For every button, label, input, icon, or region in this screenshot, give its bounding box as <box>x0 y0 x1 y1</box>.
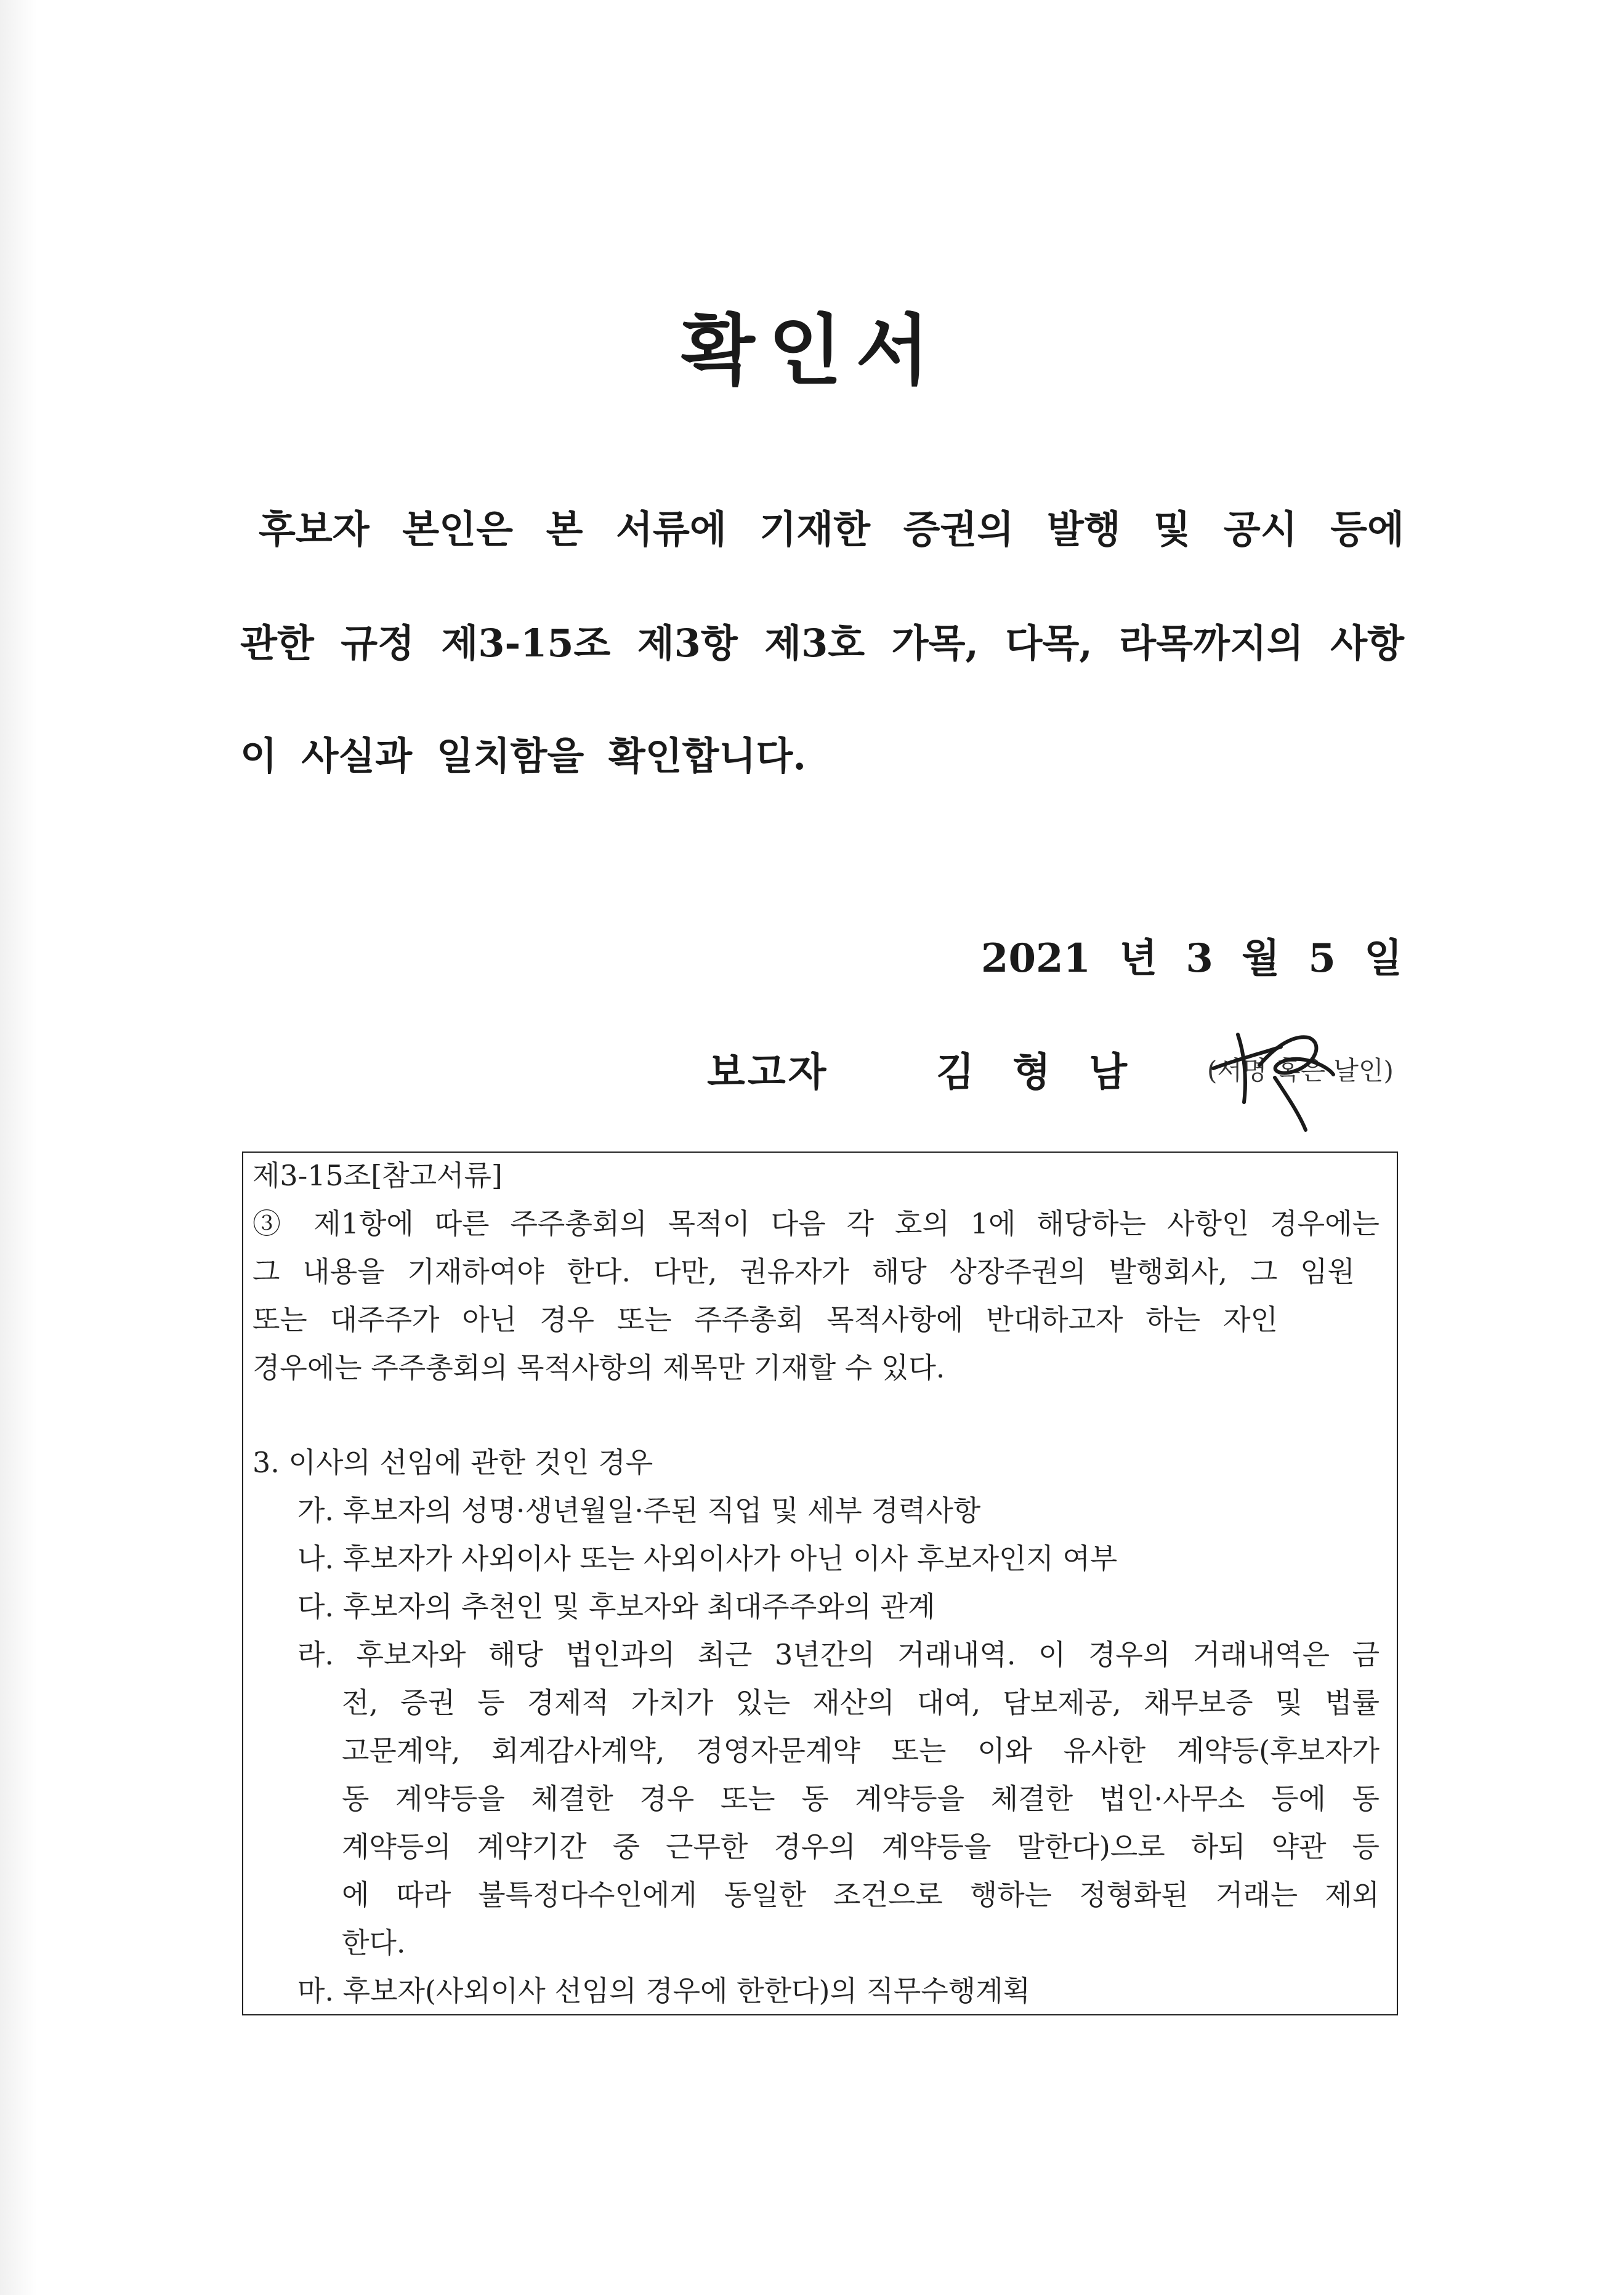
signature-or-seal-note: (서명 혹은 날인) <box>1207 1055 1394 1086</box>
reference-paragraph-line: 그 내용을 기재하여야 한다. 다만, 권유자가 해당 상장주권의 발행회사, 그 임원 <box>252 1255 1355 1288</box>
reference-sub-item-ra-line: 계약등의 계약기간 중 근무한 경우의 계약등을 말한다)으로 하되 약관 등 <box>342 1830 1380 1863</box>
reference-sub-item-ra-line: 동 계약등을 체결한 경우 또는 동 계약등을 체결한 법인·사무소 등에 동 <box>342 1782 1380 1815</box>
reference-sub-item-ra-line: 라. 후보자와 해당 법인과의 최근 3년간의 거래내역. 이 경우의 거래내역은 금 <box>297 1638 1380 1671</box>
handwritten-signature <box>1201 1010 1355 1133</box>
reference-paragraph-line: ③ 제1항에 따른 주주총회의 목적이 다음 각 호의 1에 해당하는 사항인 경우에는 <box>252 1207 1380 1240</box>
reference-heading: 제3-15조[참고서류] <box>252 1159 503 1192</box>
reference-paragraph-line: 경우에는 주주총회의 목적사항의 제목만 기재할 수 있다. <box>252 1351 945 1384</box>
reference-sub-item-da: 다. 후보자의 추천인 및 후보자와 최대주주와의 관계 <box>297 1590 935 1623</box>
reference-sub-item-ra-line: 한다. <box>342 1926 406 1959</box>
reference-sub-item-ra-line: 전, 증권 등 경제적 가치가 있는 재산의 대여, 담보제공, 채무보증 및 법률 <box>342 1686 1380 1719</box>
statement-line-1: 후보자 본인은 본 서류에 기재한 증권의 발행 및 공시 등에 <box>259 507 1404 552</box>
reference-sub-item-ra-line: 에 따라 불특정다수인에게 동일한 조건으로 행하는 정형화된 거래는 제외 <box>342 1878 1380 1911</box>
reference-sub-item-ga: 가. 후보자의 성명·생년월일·주된 직업 및 세부 경력사항 <box>297 1494 981 1527</box>
reference-paragraph-line: 또는 대주주가 아닌 경우 또는 주주총회 목적사항에 반대하고자 하는 자인 <box>252 1303 1278 1336</box>
reporter-label: 보고자 <box>707 1049 829 1095</box>
reference-regulation-box <box>242 1152 1398 2015</box>
document-title: 확인서 <box>681 306 943 395</box>
reference-sub-item-na: 나. 후보자가 사외이사 또는 사외이사가 아닌 이사 후보자인지 여부 <box>297 1542 1118 1575</box>
statement-line-3: 이 사실과 일치함을 확인합니다. <box>240 733 806 778</box>
document-date: 2021 년 3 월 5 일 <box>980 935 1402 982</box>
statement-line-2: 관한 규정 제3-15조 제3항 제3호 가목, 다목, 라목까지의 사항 <box>240 621 1404 666</box>
reference-sub-item-ra-line: 고문계약, 회계감사계약, 경영자문계약 또는 이와 유사한 계약등(후보자가 <box>342 1734 1380 1767</box>
reference-item-title: 3. 이사의 선임에 관한 것인 경우 <box>252 1446 653 1479</box>
reference-sub-item-ma: 마. 후보자(사외이사 선임의 경우에 한한다)의 직무수행계획 <box>297 1974 1031 2007</box>
reporter-name: 김 형 남 <box>936 1049 1128 1095</box>
